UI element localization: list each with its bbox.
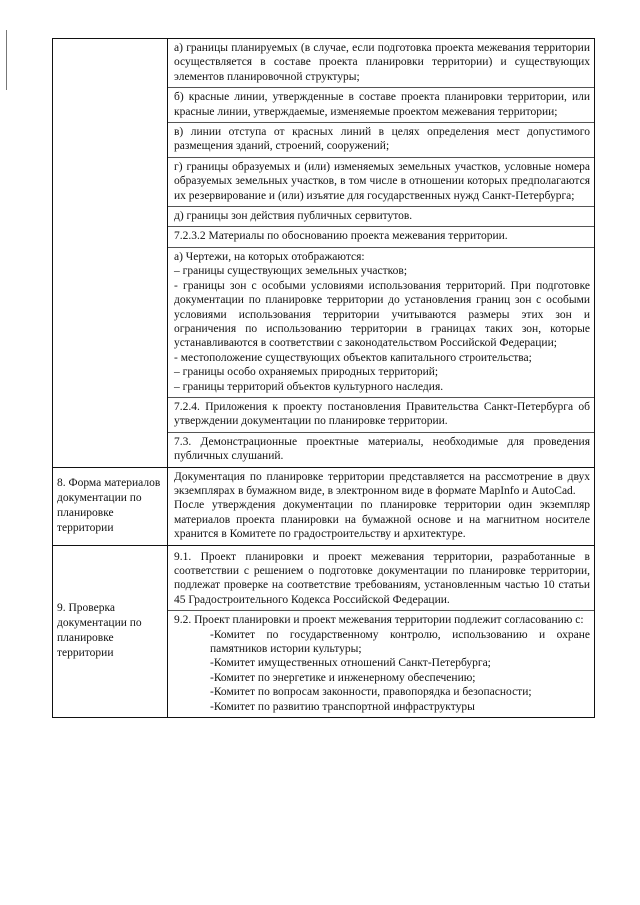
paragraph: 7.3. Демонстрационные проектные материалы, необходимые для проведения публичных слушаний. [174,435,590,463]
list-item: - границы зон с особыми условиями использования территорий. При подготовке документации по планировке территории до установления границ зон с особыми условиями использования территории учитываются размеры этих зон и ограничения по использованию территории в границах таких зон, которые устанавливаются в соответствии с законодательством Российской Федерации; [174,279,590,350]
section-8-body [168,468,594,545]
paragraph: 9.1. Проект планировки и проект межевания территории, разработанные в соответствии с решением о подготовке документации по планировке территории, подлежат проверке на соответствие требованиям, установленным частью 10 статьи 45 Градостроительного Кодекса Российской Федерации. [168,546,594,612]
row-content-cell [168,39,595,468]
paragraph: в) линии отступа от красных линий в целях определения мест допустимого размещения зданий, строений, сооружений; [168,123,594,158]
list-item: -Комитет по государственному контролю, использованию и охране памятников истории культуры; [210,628,590,656]
paragraph: д) границы зон действия публичных сервитутов. [168,207,594,227]
list-item: – границы особо охраняемых природных территорий; [174,366,439,379]
section-8-title: 8. Форма материалов документации по планировке территории [53,467,168,545]
list-item: – границы территорий объектов культурного наследия. [174,380,444,393]
paragraph: 7.2.4. Приложения к проекту постановления Правительства Санкт-Петербурга об утверждении документации по планировке территории. [168,398,594,433]
list-item: - местоположение существующих объектов капитального строительства; [174,351,532,364]
list-item: а) Чертежи, на которых отображаются: [174,250,365,263]
section-9-title: 9. Проверка документации по планировке территории [53,545,168,717]
row-label-empty [53,39,168,468]
drawings-list [168,248,594,398]
list-item: -Комитет имущественных отношений Санкт-Петербурга; [210,657,491,670]
paragraph: После утверждения документации по планировке территории один экземпляр материалов проекта планировки на бумажной основе и на магнитном носителе хранится в Комитете по градостроительству и архитектуре. [174,499,590,541]
paragraph: 9.2. Проект планировки и проект межевания территории подлежит согласованию с: [174,614,584,627]
paragraph: Документация по планировке территории представляется на рассмотрение в двух экземплярах в бумажном виде, в электронном виде в формате MapInfo и AutoCad. [174,470,590,497]
scan-edge-mark [6,30,7,90]
document-table [52,38,595,718]
table-row [53,545,595,717]
list-item: -Комитет по вопросам законности, правопорядка и безопасности; [210,686,532,699]
list-item: -Комитет по энергетике и инженерному обеспечению; [210,671,476,684]
table-row [53,467,595,545]
table-row [53,39,595,468]
paragraph: а) границы планируемых (в случае, если подготовка проекта межевания территории осуществляется в составе проекта планировки территории) и существующих элементов планировочной структуры; [168,39,594,88]
section-9-approvals [168,611,594,717]
list-item: – границы существующих земельных участков; [174,265,408,278]
list-item: -Комитет по развитию транспортной инфраструктуры [210,700,475,713]
paragraph: б) красные линии, утвержденные в составе проекта планировки территории, или красные линии, утверждаемые, изменяемые проектом межевания территории; [168,88,594,123]
section-8-content [168,467,595,545]
subsection-heading: 7.2.3.2 Материалы по обоснованию проекта межевания территории. [168,227,594,247]
paragraph: г) границы образуемых и (или) изменяемых земельных участков, условные номера образуемых земельных участков, в том числе в отношении которых предполагаются их резервирование и (или) изъятие для государственных нужд Санкт-Петербурга; [168,158,594,207]
section-9-content [168,545,595,717]
